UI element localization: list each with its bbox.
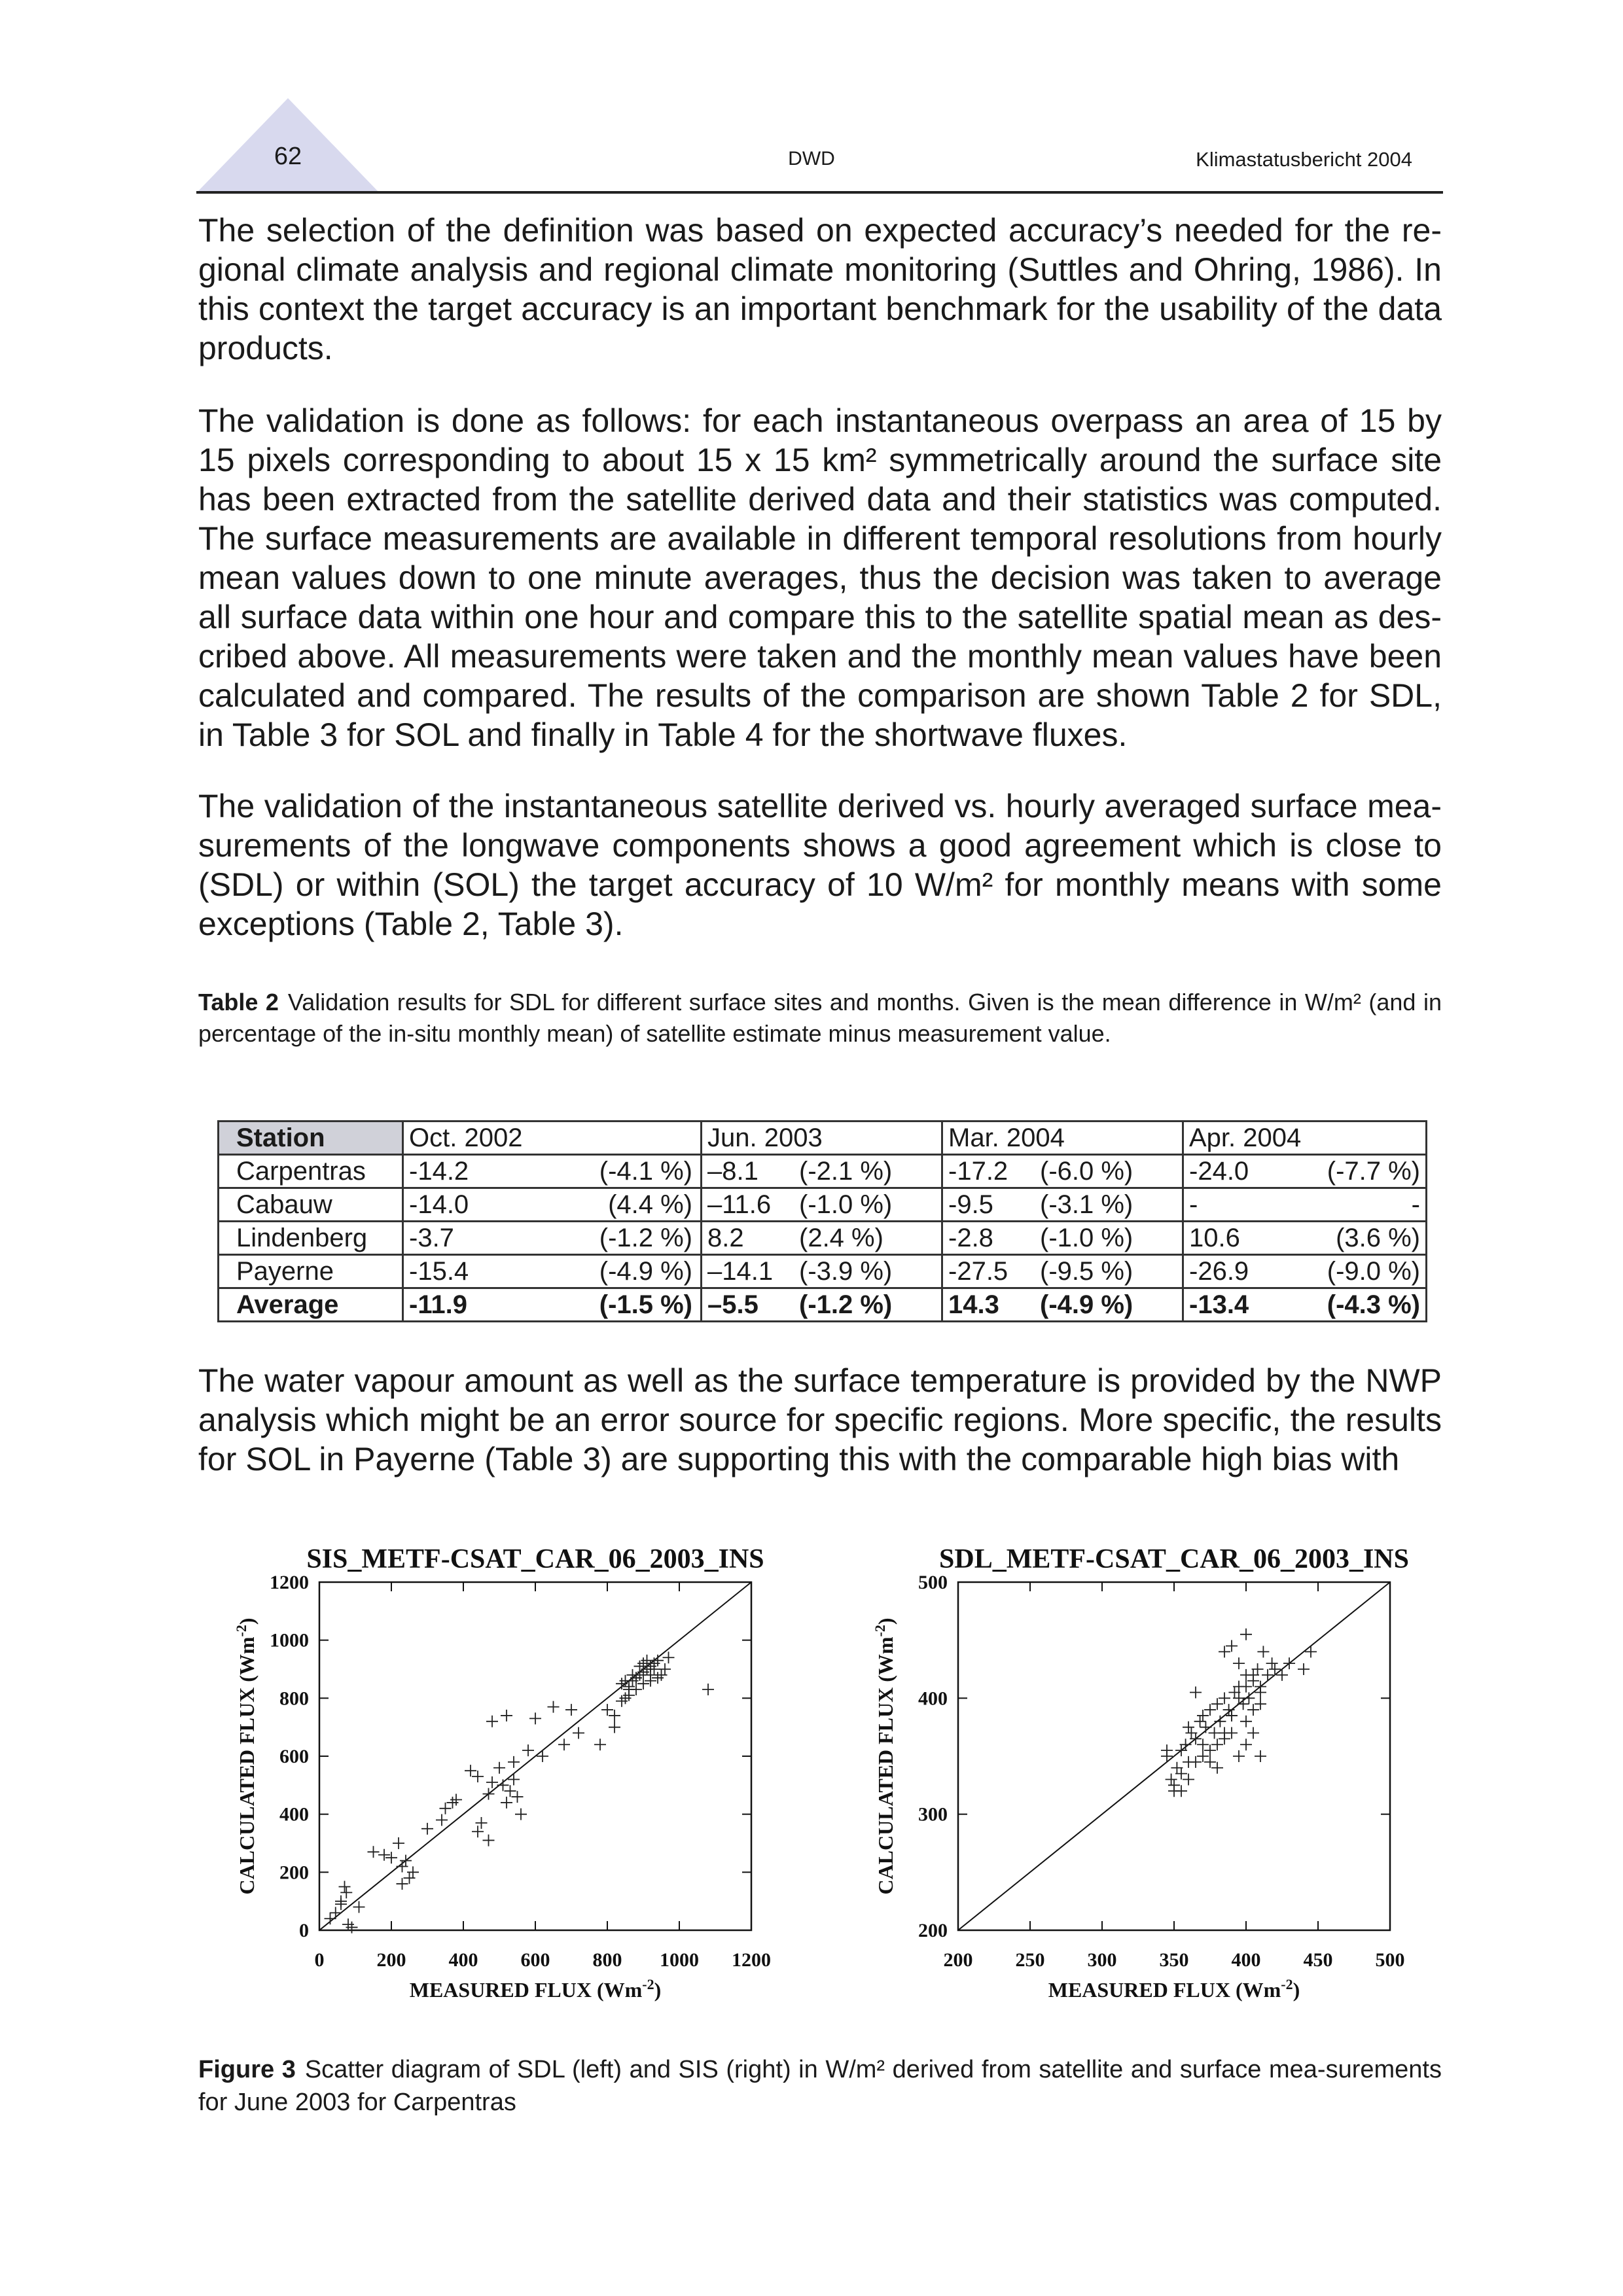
y-tick-label: 1200	[270, 1572, 309, 1593]
value-abs: -11.9	[409, 1290, 467, 1319]
data-point	[1183, 1756, 1194, 1768]
table-row	[219, 1188, 1427, 1222]
table-header-station: Station	[219, 1122, 403, 1155]
data-point	[472, 1771, 484, 1782]
value-percent: (-4.9 %)	[1040, 1290, 1133, 1319]
data-point	[558, 1739, 570, 1750]
table-header-mar-2004: Mar. 2004	[942, 1122, 1183, 1155]
x-axis-label-exponent: -2	[1281, 1975, 1293, 1992]
data-point	[493, 1762, 505, 1774]
data-point	[522, 1744, 534, 1756]
value-abs: –11.6	[707, 1190, 772, 1219]
chart-title: SDL_METF-CSAT_CAR_06_2003_INS	[939, 1544, 1409, 1574]
value-abs: -13.4	[1189, 1290, 1249, 1319]
data-point	[1257, 1646, 1269, 1657]
value-abs: –8.1	[707, 1157, 758, 1186]
x-tick-label: 500	[1375, 1949, 1405, 1971]
data-point	[1211, 1698, 1223, 1710]
x-tick-label: 300	[1087, 1949, 1117, 1971]
table-cell-value	[942, 1288, 1183, 1322]
figure-caption	[198, 2053, 1442, 2119]
data-point	[1255, 1750, 1266, 1762]
data-point	[609, 1710, 620, 1722]
data-point	[573, 1727, 584, 1739]
table-cell-pair	[707, 1156, 936, 1187]
table-cell-pair	[1189, 1222, 1420, 1254]
data-point	[330, 1907, 342, 1918]
table-cell-value	[403, 1255, 702, 1288]
table-cell-pair	[1189, 1189, 1420, 1220]
x-tick-label: 1000	[660, 1949, 699, 1971]
x-tick-label: 800	[592, 1949, 622, 1971]
data-point	[512, 1791, 524, 1803]
value-abs: -	[1189, 1190, 1198, 1219]
y-tick-label: 400	[918, 1687, 948, 1710]
chart-title: SIS_METF-CSAT_CAR_06_2003_INS	[306, 1544, 764, 1574]
data-point	[353, 1901, 365, 1913]
y-axis-label	[872, 1617, 898, 1894]
reference-line-1to1	[319, 1582, 751, 1930]
x-tick-label: 0	[314, 1949, 325, 1971]
value-percent: (-3.9 %)	[799, 1257, 893, 1286]
value-percent: (-9.0 %)	[1327, 1257, 1420, 1286]
x-tick-label: 350	[1159, 1949, 1189, 1971]
data-point	[1266, 1657, 1278, 1669]
value-abs: 14.3	[948, 1290, 999, 1319]
table-cell-value	[1183, 1188, 1427, 1222]
data-point	[1219, 1692, 1230, 1704]
value-abs: -14.2	[409, 1157, 469, 1186]
data-point	[385, 1852, 397, 1863]
reference-line-1to1	[958, 1582, 1390, 1930]
x-tick-label: 400	[448, 1949, 478, 1971]
data-point	[1233, 1750, 1245, 1762]
value-percent: (-7.7 %)	[1327, 1157, 1420, 1186]
value-percent: (-4.1 %)	[599, 1157, 692, 1186]
value-percent: (4.4 %)	[608, 1190, 692, 1219]
table-cell-station: Lindenberg	[219, 1222, 403, 1255]
table-cell-value	[403, 1155, 702, 1188]
x-tick-label: 450	[1303, 1949, 1333, 1971]
paragraph-3: The validation of the instantaneous satellite derived vs. hourly averaged surface mea-surements of the longwave components shows a good agreement which is close to (SDL) or within (SOL) the target accuracy of 10 W/m² for monthly means with some exceptions (Table 2, Table 3).	[198, 788, 1442, 942]
table-row	[219, 1255, 1427, 1288]
table-cell-pair	[707, 1222, 936, 1254]
table-cell-value	[702, 1255, 942, 1288]
data-point	[1269, 1663, 1281, 1675]
table-cell-pair	[409, 1256, 695, 1287]
table-cell-pair	[707, 1256, 936, 1287]
x-tick-label: 250	[1015, 1949, 1045, 1971]
data-point	[1240, 1629, 1252, 1640]
value-percent: (-6.0 %)	[1040, 1157, 1133, 1186]
data-point	[1219, 1646, 1230, 1657]
table-cell-pair	[948, 1256, 1177, 1287]
data-point	[1240, 1681, 1252, 1693]
table-cell-pair	[1189, 1289, 1420, 1320]
data-point	[1247, 1704, 1259, 1716]
header-center-text: DWD	[788, 148, 835, 169]
data-point	[1240, 1716, 1252, 1727]
data-point	[1204, 1756, 1216, 1768]
table-cell-value	[1183, 1255, 1427, 1288]
data-point	[497, 1779, 509, 1791]
value-abs: 8.2	[707, 1224, 744, 1252]
value-percent: (-9.5 %)	[1040, 1257, 1133, 1286]
data-point	[594, 1739, 606, 1750]
x-axis-label	[410, 1976, 662, 2002]
data-point	[508, 1773, 520, 1785]
data-point	[1226, 1640, 1238, 1652]
scatter-plot-left	[232, 1525, 785, 2022]
value-percent: (-1.0 %)	[1040, 1224, 1133, 1252]
y-tick-label: 1000	[270, 1629, 309, 1651]
table-cell-value	[1183, 1222, 1427, 1255]
table-cell-pair	[948, 1156, 1177, 1187]
data-point	[1223, 1704, 1235, 1716]
table-cell-value	[702, 1288, 942, 1322]
y-axis-label-exponent: -2	[232, 1625, 249, 1637]
data-point	[339, 1881, 351, 1893]
table-cell-value	[702, 1222, 942, 1255]
validation-table	[217, 1120, 1427, 1322]
data-point	[368, 1846, 380, 1858]
paragraph-4: The water vapour amount as well as the surface temperature is provided by the NWP analysis which might be an error source for specific regions. More specific, the results for SOL in Payerne (Table 3) are supporting this with the comparable high bias with	[198, 1362, 1442, 1477]
data-point	[1204, 1744, 1216, 1756]
value-abs: -14.0	[409, 1190, 469, 1219]
value-abs: -17.2	[948, 1157, 1008, 1186]
value-percent: (-1.0 %)	[799, 1190, 893, 1219]
y-tick-label: 600	[279, 1746, 309, 1767]
value-abs: -15.4	[409, 1257, 469, 1286]
data-point	[1200, 1722, 1211, 1733]
data-point	[1183, 1722, 1194, 1733]
y-tick-label: 300	[918, 1803, 948, 1826]
data-point	[508, 1756, 520, 1768]
paragraph-1: The selection of the definition was based on expected accuracy’s needed for the re-gional climate analysis and regional climate monitoring (Suttles and Ohring, 1986). In this context the target accuracy is an important benchmark for the usability of the data products.	[198, 212, 1442, 366]
data-point	[1262, 1669, 1274, 1681]
data-point	[1209, 1727, 1221, 1739]
data-point	[378, 1849, 390, 1861]
table-cell-station: Average	[219, 1288, 403, 1322]
y-tick-label: 800	[279, 1687, 309, 1710]
data-point	[1197, 1739, 1209, 1750]
x-tick-label: 200	[943, 1949, 973, 1971]
value-percent: (-1.2 %)	[599, 1224, 692, 1252]
table-cell-value	[942, 1255, 1183, 1288]
value-abs: -26.9	[1189, 1257, 1249, 1286]
value-percent: (-4.9 %)	[599, 1257, 692, 1286]
y-axis-label-close: )	[874, 1617, 897, 1625]
y-tick-label: 500	[918, 1572, 948, 1593]
table-header-row	[219, 1122, 1427, 1155]
table-cell-value	[942, 1188, 1183, 1222]
table-cell-pair	[1189, 1256, 1420, 1287]
x-axis-label-text: MEASURED FLUX (Wm	[1048, 1978, 1281, 2002]
data-point	[1211, 1739, 1223, 1750]
value-abs: -24.0	[1189, 1157, 1249, 1186]
table-cell-station: Cabauw	[219, 1188, 403, 1222]
value-percent: -	[1411, 1190, 1420, 1219]
x-axis-label-text: MEASURED FLUX (Wm	[409, 1978, 643, 2002]
y-tick-label: 400	[279, 1803, 309, 1826]
table-cell-value	[942, 1222, 1183, 1255]
data-point	[340, 1886, 352, 1898]
y-axis-label	[233, 1617, 259, 1894]
data-point	[1255, 1686, 1266, 1698]
value-percent: (-2.1 %)	[799, 1157, 893, 1186]
table-cell-pair	[409, 1156, 695, 1187]
data-point	[436, 1814, 448, 1826]
table-cell-pair	[409, 1289, 695, 1320]
value-abs: –5.5	[707, 1290, 758, 1319]
scatter-plot-right	[851, 1525, 1453, 2022]
value-abs: -27.5	[948, 1257, 1008, 1286]
table-cell-pair	[707, 1289, 936, 1320]
data-point	[1166, 1773, 1177, 1785]
data-point	[529, 1712, 541, 1724]
y-axis-label-exponent: -2	[871, 1625, 888, 1637]
data-point	[1161, 1744, 1173, 1756]
table-cell-value	[403, 1288, 702, 1322]
table-header-jun-2003: Jun. 2003	[702, 1122, 942, 1155]
table-cell-pair	[1189, 1156, 1420, 1187]
data-point	[440, 1803, 452, 1814]
page-number: 62	[274, 143, 302, 170]
data-point	[565, 1704, 577, 1716]
data-point	[1240, 1739, 1252, 1750]
figure-caption-text: Scatter diagram of SDL (left) and SIS (right) in W/m² derived from satellite and surface mea-surements for June 2003 for Carpentras	[198, 2056, 1442, 2116]
table-cell-pair	[409, 1189, 695, 1220]
data-point	[1226, 1710, 1238, 1722]
table-cell-pair	[948, 1222, 1177, 1254]
data-point	[505, 1785, 516, 1797]
table-caption-text: Validation results for SDL for different surface sites and months. Given is the mean difference in W/m² (and in percentage of the in-situ monthly mean) of satellite estimate minus measurement value.	[198, 989, 1442, 1047]
x-tick-label: 1200	[732, 1949, 771, 1971]
header-rule	[196, 191, 1443, 194]
data-point	[515, 1809, 527, 1820]
value-percent: (-1.5 %)	[599, 1290, 692, 1319]
data-point	[483, 1835, 495, 1846]
value-abs: 10.6	[1189, 1224, 1240, 1252]
value-percent: (-1.2 %)	[799, 1290, 893, 1319]
x-tick-label: 400	[1231, 1949, 1261, 1971]
table-caption-label: Table 2	[198, 989, 279, 1016]
x-tick-label: 200	[376, 1949, 406, 1971]
data-point	[397, 1878, 408, 1890]
data-point	[1276, 1669, 1288, 1681]
table-cell-value	[1183, 1155, 1427, 1188]
x-axis-label-exponent: -2	[642, 1975, 654, 1992]
table-cell-pair	[948, 1189, 1177, 1220]
data-point	[1194, 1716, 1206, 1727]
table-cell-value	[702, 1188, 942, 1222]
data-point	[393, 1837, 404, 1849]
y-axis-label-text: CALCULATED FLUX (Wm	[874, 1636, 897, 1895]
data-point	[1233, 1657, 1245, 1669]
value-percent: (-4.3 %)	[1327, 1290, 1420, 1319]
data-point	[1247, 1727, 1259, 1739]
figure-caption-label: Figure 3	[198, 2056, 296, 2083]
data-point	[1168, 1779, 1180, 1791]
data-point	[609, 1722, 620, 1733]
value-abs: -2.8	[948, 1224, 993, 1252]
x-axis-label-close: )	[654, 1978, 662, 2002]
data-point	[1175, 1785, 1187, 1797]
value-abs: -9.5	[948, 1190, 993, 1219]
data-point	[1197, 1710, 1209, 1722]
data-point	[1298, 1663, 1310, 1675]
table-header-apr-2004: Apr. 2004	[1183, 1122, 1427, 1155]
table-header-oct-2002: Oct. 2002	[403, 1122, 702, 1155]
data-point	[537, 1750, 548, 1762]
data-point	[1219, 1727, 1230, 1739]
data-point	[1305, 1646, 1317, 1657]
table-cell-pair	[948, 1289, 1177, 1320]
data-point	[486, 1776, 498, 1788]
data-point	[501, 1797, 512, 1809]
data-point	[1183, 1773, 1194, 1785]
data-point	[1211, 1762, 1223, 1774]
data-point	[1255, 1698, 1266, 1710]
table-row	[219, 1222, 1427, 1255]
data-point	[663, 1651, 675, 1663]
y-tick-label: 200	[279, 1862, 309, 1884]
x-axis-label-close: )	[1293, 1978, 1300, 2002]
table-cell-value	[702, 1155, 942, 1188]
data-point	[601, 1704, 613, 1716]
x-tick-label: 600	[520, 1949, 550, 1971]
table-row	[219, 1155, 1427, 1188]
y-axis-label-text: CALCULATED FLUX (Wm	[235, 1636, 259, 1895]
data-point	[548, 1701, 560, 1713]
data-point	[1214, 1716, 1226, 1727]
data-point	[645, 1675, 656, 1687]
data-point	[1243, 1692, 1255, 1704]
table-cell-station: Carpentras	[219, 1155, 403, 1188]
table-caption	[198, 987, 1442, 1050]
data-point	[501, 1710, 512, 1722]
value-abs: –14.1	[707, 1257, 774, 1286]
data-point	[1204, 1704, 1216, 1716]
x-axis-label	[1048, 1976, 1300, 2002]
table-cell-value	[1183, 1288, 1427, 1322]
y-tick-label: 200	[918, 1920, 948, 1941]
table-row	[219, 1288, 1427, 1322]
table-cell-pair	[707, 1189, 936, 1220]
data-point	[486, 1716, 498, 1727]
data-point	[1197, 1750, 1209, 1762]
data-point	[465, 1765, 476, 1776]
table-cell-value	[942, 1155, 1183, 1188]
table-cell-pair	[409, 1222, 695, 1254]
value-abs: -3.7	[409, 1224, 454, 1252]
y-axis-label-close: )	[235, 1617, 259, 1625]
header-right-text: Klimastatusbericht 2004	[1196, 148, 1412, 171]
table-cell-value	[403, 1222, 702, 1255]
value-percent: (2.4 %)	[799, 1224, 883, 1252]
data-point	[421, 1823, 433, 1835]
data-point	[335, 1898, 347, 1910]
table-cell-station: Payerne	[219, 1255, 403, 1288]
table-cell-value	[403, 1188, 702, 1222]
data-point	[325, 1913, 336, 1924]
data-point	[702, 1684, 714, 1695]
value-percent: (-3.1 %)	[1040, 1190, 1133, 1219]
y-tick-label: 0	[299, 1920, 309, 1941]
paragraph-2: The validation is done as follows: for each instantaneous overpass an area of 15 by 15 pixels corresponding to about 15 x 15 km² symmetrically around the surface site has been extracted from the satellite derived data and their statistics was computed. The surface measurements are available in different temporal resolutions from hourly mean values down to one minute averages, thus the decision was taken to average all surface data within one hour and compare this to the satellite spatial mean as des-cribed above. All measurements were taken and the monthly mean values have been calculated and compared. The results of the comparison are shown Table 2 for SDL, in Table 3 for SOL and finally in Table 4 for the shortwave fluxes.	[198, 402, 1442, 753]
value-percent: (3.6 %)	[1336, 1224, 1420, 1252]
data-point	[1190, 1686, 1202, 1698]
